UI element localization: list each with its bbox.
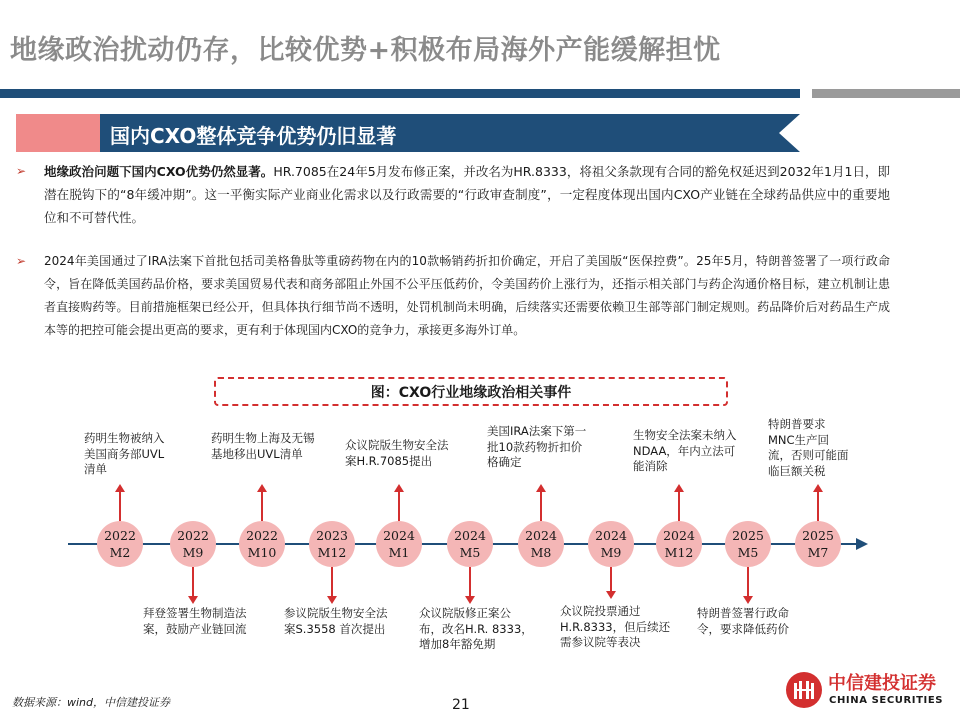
event-label: 拜登签署生物制造法案，鼓励产业链回流	[143, 606, 247, 636]
arrow-down-icon	[465, 596, 475, 604]
node-year: 2024	[663, 528, 695, 543]
paragraph-ira: 2024年美国通过了IRA法案下首批包括司美格鲁肽等重磅药物在内的10款畅销药折扣价确定，开启了美国版“医保控费”。25年5月，特朗普签署了一项行政命令，旨在降低美国药品价格，要求美国贸易代表和商务部阻止外国不公平压低药价，令美国药价上涨行为，还指示相关部门与药企沟通价格目标，建立机制让患者直接购药等。目前措施框架已经公开，但具体执行细节尚不透明，处罚机制尚未明确，后续落实还需要依赖卫生部等部门制定规则。药品降价后对药品生产成本等的把控可能会提出更高的要求，更有利于体现国内CXO的竞争力，承接更多海外订单。	[44, 254, 890, 337]
section-title: 国内CXO整体竞争优势仍旧显著	[110, 124, 397, 148]
company-logo-english: CHINA SECURITIES	[829, 695, 944, 706]
connector-line	[331, 567, 333, 598]
event-label: 众议院版生物安全法案H.R.7085提出	[345, 438, 449, 468]
company-logo-name: 中信建投证券	[828, 673, 936, 694]
paragraph-body: HR.7085在24年5月发布修正案，并改名为HR.8333，将祖父条款现有合同的豁免权延迟到2032年1月1日，即潜在脱钩下的“8年缓冲期”。这一平衡实际产业商业化需求以及行政需要的“行政审查制度”，一定程度体现出国内CXO产业链在全球药品供应中的重要地位和不可替代性。	[44, 164, 890, 225]
connector-line	[261, 491, 263, 521]
timeline-node	[239, 521, 285, 567]
event-label: 众议院版修正案公布，改名H.R. 8333，增加8年豁免期	[419, 606, 533, 651]
timeline-node	[656, 521, 702, 567]
event-label: 药明生物被纳入美国商务部UVL清单	[84, 431, 165, 476]
bullet-icon: ➢	[16, 164, 27, 178]
event-label: 参议院版生物安全法案S.3558 首次提出	[284, 606, 388, 636]
connector-line	[610, 567, 612, 593]
connector-line	[747, 567, 749, 598]
event-label: 特朗普要求MNC生产回流，否则可能面临巨额关税	[768, 417, 849, 478]
arrow-down-icon	[743, 596, 753, 604]
paragraph-lead: 地缘政治问题下国内CXO优势仍然显著。	[44, 164, 274, 179]
connector-line	[119, 491, 121, 521]
node-month: M1	[388, 545, 410, 560]
node-month: M10	[247, 545, 277, 560]
page-title: 地缘政治扰动仍存，比较优势+积极布局海外产能缓解担忧	[10, 35, 721, 66]
node-year: 2022	[177, 528, 209, 543]
event-label: 生物安全法案未纳入NDAA，年内立法可能消除	[633, 428, 737, 473]
connector-line	[469, 567, 471, 598]
node-year: 2022	[246, 528, 278, 543]
timeline-node	[518, 521, 564, 567]
node-month: M9	[600, 545, 622, 560]
timeline-node	[588, 521, 634, 567]
node-year: 2024	[383, 528, 415, 543]
node-year: 2024	[454, 528, 486, 543]
timeline-node	[795, 521, 841, 567]
connector-line	[817, 491, 819, 521]
node-month: M12	[664, 545, 694, 560]
timeline-arrow-icon	[856, 538, 868, 550]
arrow-down-icon	[188, 596, 198, 604]
node-month: M2	[109, 545, 131, 560]
node-month: M12	[317, 545, 347, 560]
timeline-node	[170, 521, 216, 567]
node-month: M5	[459, 545, 481, 560]
title-divider	[0, 89, 800, 98]
connector-line	[398, 491, 400, 521]
paragraph-geopolitics	[44, 160, 890, 229]
data-source: 数据来源：wind，中信建投证券	[12, 696, 171, 709]
node-month: M7	[807, 545, 829, 560]
connector-line	[540, 491, 542, 521]
node-month: M8	[530, 545, 552, 560]
timeline-node	[309, 521, 355, 567]
event-label: 特朗普签署行政命令，要求降低药价	[697, 606, 789, 636]
event-label: 美国IRA法案下第一批10款药物折扣价格确定	[487, 424, 587, 469]
connector-line	[192, 567, 194, 598]
node-month: M5	[737, 545, 759, 560]
node-year: 2024	[595, 528, 627, 543]
event-label: 药明生物上海及无锡基地移出UVL清单	[211, 431, 315, 461]
figure-caption: 图：CXO行业地缘政治相关事件	[370, 385, 572, 401]
node-year: 2025	[732, 528, 764, 543]
node-year: 2025	[802, 528, 834, 543]
node-year: 2022	[104, 528, 136, 543]
bullet-icon: ➢	[16, 254, 27, 268]
page-number: 21	[452, 697, 470, 713]
timeline-node	[725, 521, 771, 567]
node-month: M9	[182, 545, 204, 560]
timeline-node	[97, 521, 143, 567]
event-label: 众议院投票通过H.R.8333，但后续还需参议院等表决	[560, 604, 671, 649]
node-year: 2023	[316, 528, 348, 543]
timeline-node	[376, 521, 422, 567]
node-year: 2024	[525, 528, 557, 543]
company-logo-icon	[786, 672, 822, 708]
timeline-node	[447, 521, 493, 567]
arrow-down-icon	[606, 591, 616, 599]
arrow-down-icon	[327, 596, 337, 604]
connector-line	[678, 491, 680, 521]
title-divider-accent	[812, 89, 960, 98]
